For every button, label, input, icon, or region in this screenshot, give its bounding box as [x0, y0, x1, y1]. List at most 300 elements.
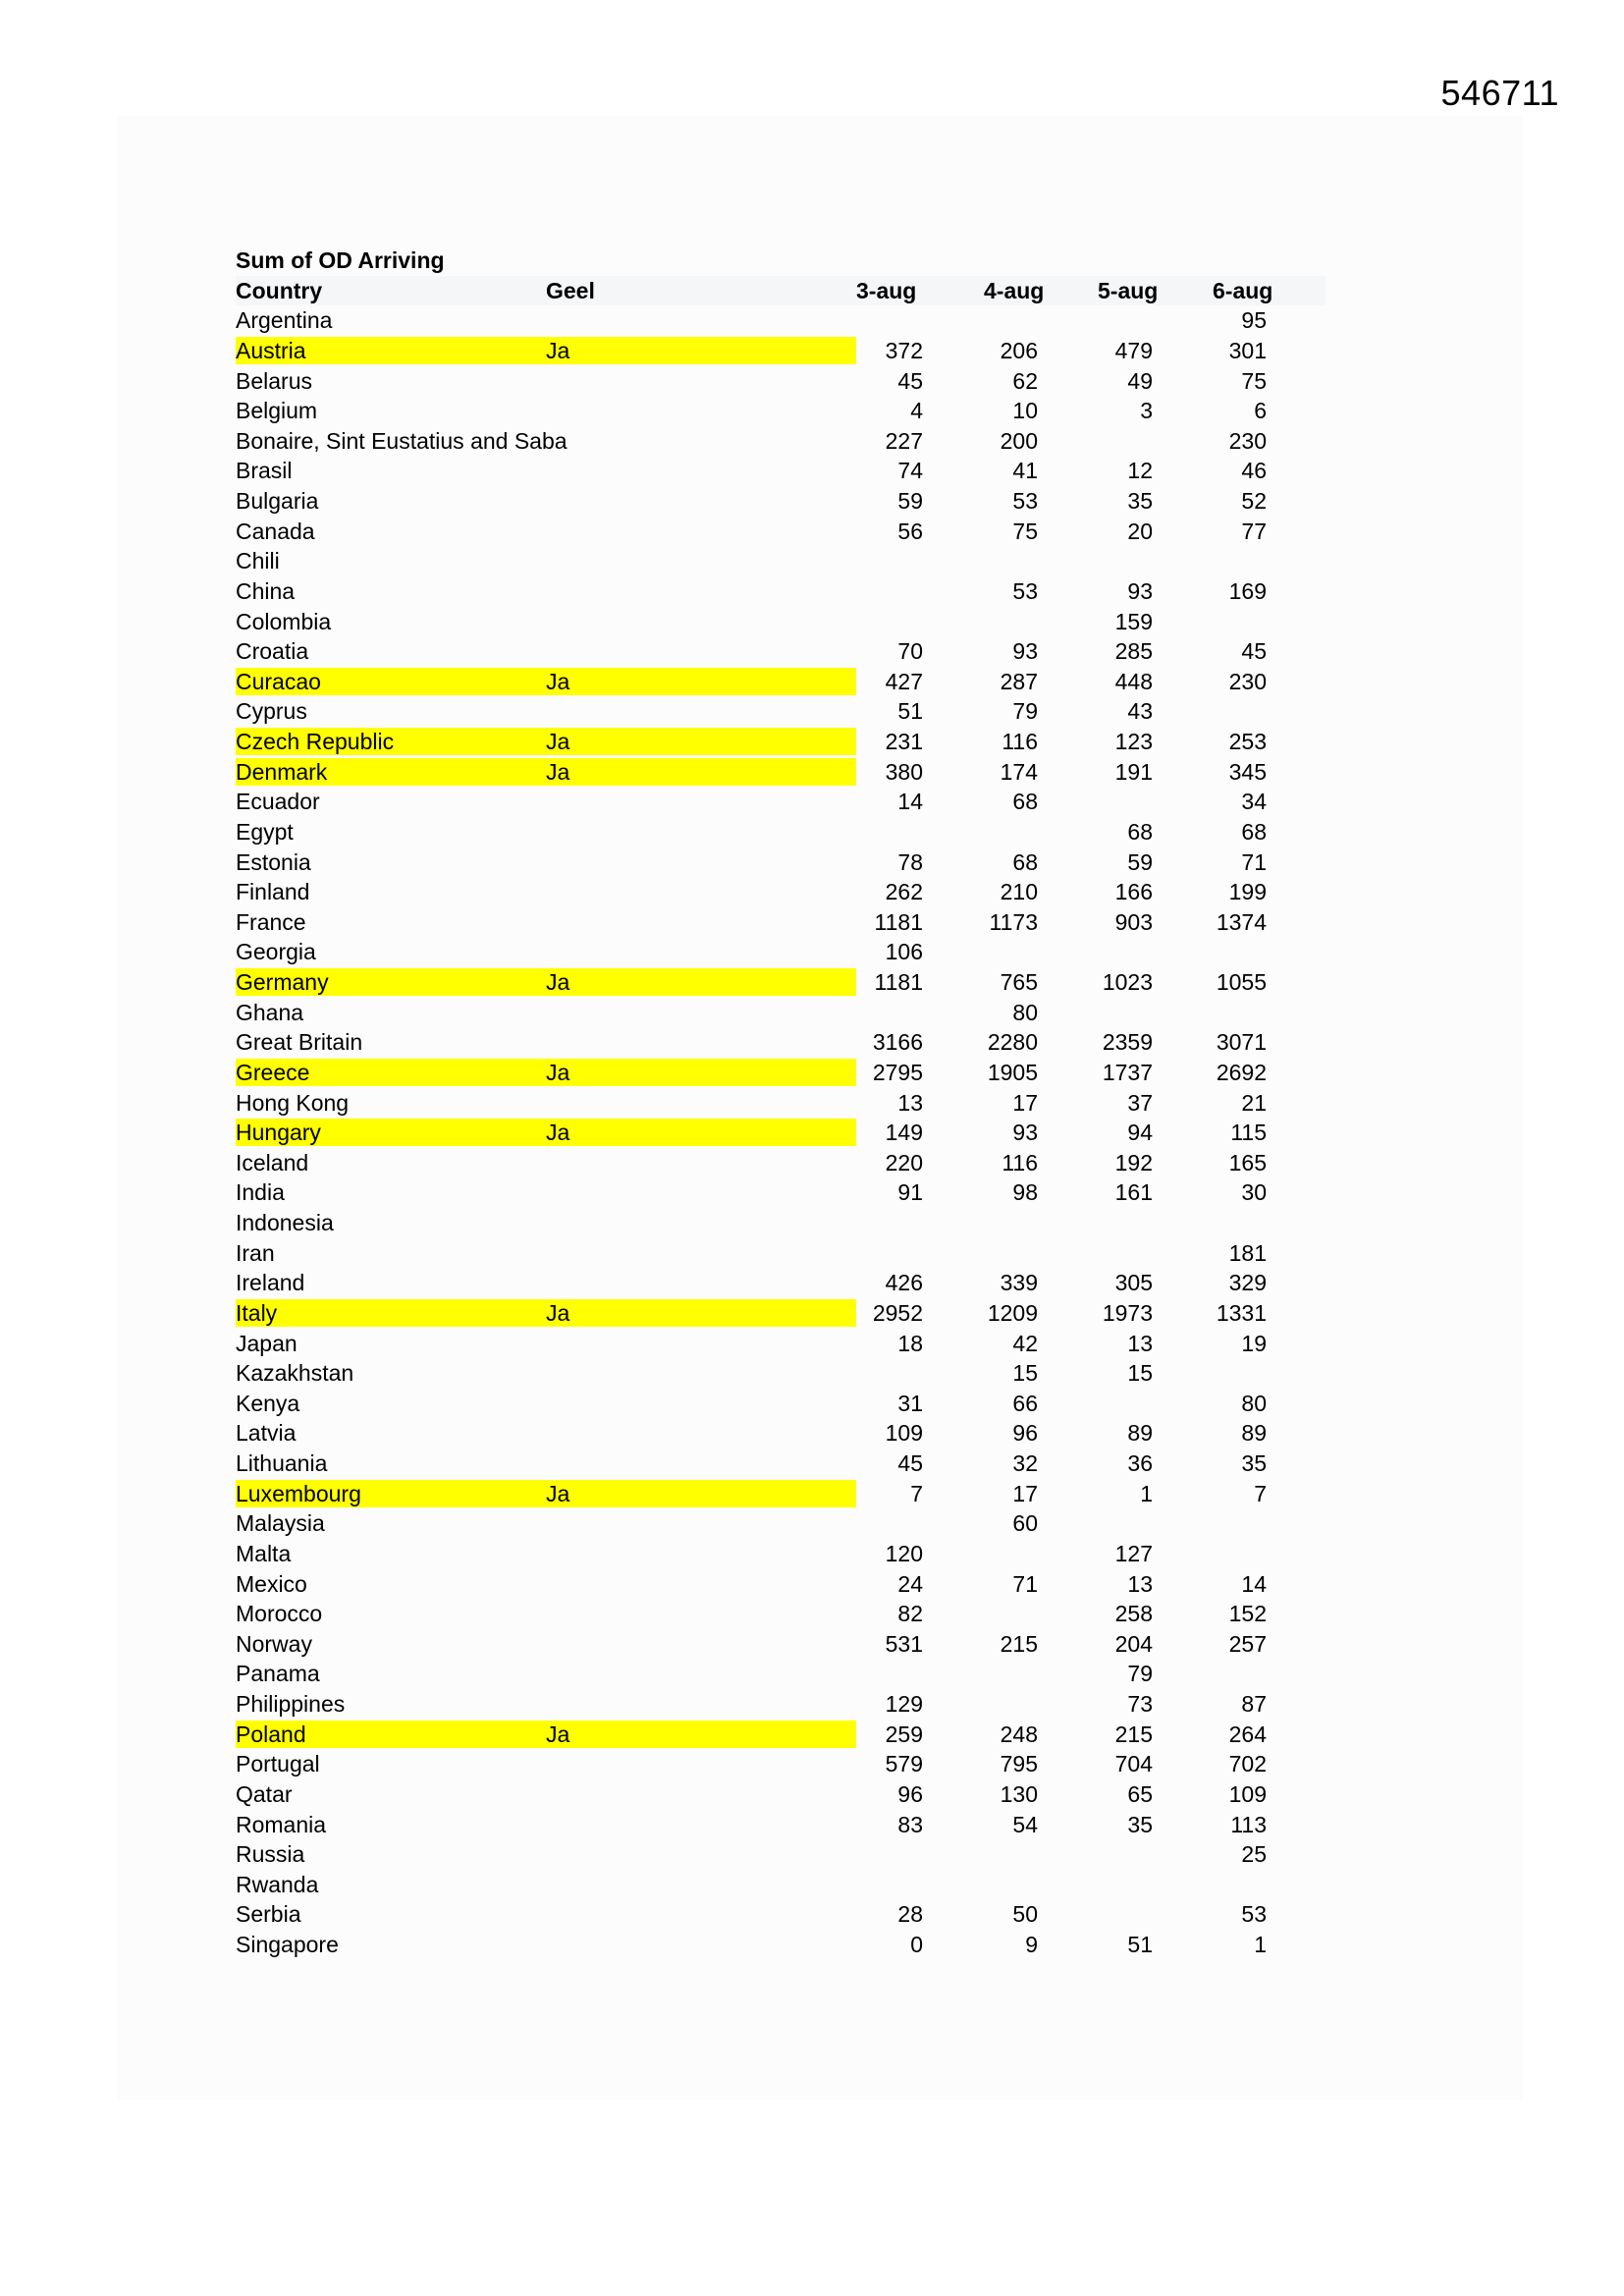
value-cell-5-aug: 123	[1114, 729, 1153, 754]
value-cell-4-aug: 93	[1012, 1120, 1038, 1146]
pivot-title: Sum of OD Arriving	[236, 247, 445, 273]
table-row	[236, 1599, 1326, 1629]
value-cell-4-aug: 75	[1012, 518, 1038, 544]
value-cell-6-aug: 109	[1228, 1780, 1267, 1807]
value-cell-5-aug	[1055, 787, 1153, 817]
value-cell-4-aug: 93	[1012, 638, 1038, 665]
country-cell: Argentina	[236, 307, 333, 334]
value-cell-5-aug: 285	[1114, 638, 1153, 665]
value-cell-5-aug: 36	[1127, 1450, 1153, 1476]
value-cell-6-aug: 230	[1228, 668, 1267, 694]
table-row	[236, 1870, 1326, 1900]
country-cell: Singapore	[236, 1932, 339, 1957]
value-cell-5-aug	[1055, 305, 1153, 336]
value-cell-3-aug: 28	[897, 1901, 923, 1928]
value-cell-5-aug: 51	[1127, 1932, 1153, 1957]
country-cell: Brasil	[236, 458, 293, 484]
value-cell-5-aug: 1023	[1102, 969, 1153, 995]
value-cell-6-aug: 77	[1241, 518, 1267, 544]
table-row	[236, 787, 1326, 817]
value-cell-5-aug: 59	[1127, 848, 1153, 875]
value-cell-4-aug: 1209	[987, 1299, 1038, 1326]
value-cell-3-aug: 120	[885, 1540, 923, 1566]
value-cell-4-aug: 9	[1025, 1932, 1038, 1957]
country-cell: Greece	[236, 1059, 310, 1085]
header-date-4: 6-aug	[1213, 277, 1273, 303]
value-cell-4-aug: 32	[1012, 1450, 1038, 1476]
value-cell-3-aug: 579	[885, 1751, 923, 1777]
table-row	[236, 847, 1326, 878]
value-cell-4-aug: 1173	[989, 908, 1038, 935]
table-row	[236, 1298, 1326, 1329]
table-row	[236, 1569, 1326, 1600]
value-cell-4-aug: 17	[1012, 1089, 1038, 1116]
value-cell-5-aug	[1055, 1238, 1153, 1269]
value-cell-6-aug	[1168, 1358, 1267, 1389]
value-cell-3-aug	[825, 1358, 923, 1389]
country-cell: Russia	[236, 1841, 305, 1868]
table-row	[236, 1027, 1326, 1058]
value-cell-4-aug	[940, 305, 1038, 336]
geel-cell: Ja	[546, 1120, 570, 1146]
value-cell-5-aug: 65	[1127, 1780, 1153, 1807]
table-row	[236, 998, 1326, 1028]
value-cell-6-aug	[1168, 998, 1267, 1028]
value-cell-5-aug: 20	[1127, 518, 1153, 544]
country-cell: Serbia	[236, 1901, 301, 1928]
country-cell: Czech Republic	[236, 729, 395, 754]
value-cell-4-aug	[940, 607, 1038, 637]
value-cell-4-aug: 215	[1000, 1630, 1038, 1657]
value-cell-6-aug: 1331	[1216, 1299, 1267, 1326]
value-cell-5-aug: 49	[1127, 367, 1153, 394]
value-cell-4-aug: 53	[1012, 488, 1038, 514]
value-cell-6-aug: 21	[1241, 1089, 1267, 1116]
table-row	[236, 1479, 1326, 1509]
value-cell-4-aug: 17	[1012, 1480, 1038, 1506]
country-cell: Ghana	[236, 999, 304, 1025]
table-row	[236, 336, 1326, 366]
value-cell-4-aug	[940, 1599, 1038, 1629]
value-cell-5-aug	[1055, 998, 1153, 1028]
value-cell-5-aug: 13	[1127, 1570, 1153, 1597]
value-cell-4-aug: 15	[1012, 1360, 1038, 1387]
value-cell-6-aug: 1374	[1216, 908, 1267, 935]
value-cell-4-aug: 54	[1012, 1811, 1038, 1837]
value-cell-3-aug	[825, 817, 923, 847]
table-row	[236, 1148, 1326, 1178]
value-cell-3-aug: 531	[885, 1630, 923, 1657]
value-cell-3-aug: 45	[897, 1450, 923, 1476]
value-cell-5-aug	[1055, 1870, 1153, 1900]
table-row	[236, 1088, 1326, 1119]
value-cell-3-aug: 70	[897, 638, 923, 665]
table-row	[236, 1358, 1326, 1389]
value-cell-6-aug: 95	[1241, 307, 1267, 334]
value-cell-3-aug: 96	[897, 1780, 923, 1807]
value-cell-4-aug: 174	[1000, 758, 1038, 785]
value-cell-3-aug: 3166	[872, 1029, 923, 1056]
value-cell-5-aug	[1055, 937, 1153, 967]
value-cell-5-aug: 1	[1140, 1480, 1153, 1506]
value-cell-3-aug: 59	[897, 488, 923, 514]
value-cell-3-aug: 14	[897, 789, 923, 815]
value-cell-6-aug	[1168, 1659, 1267, 1689]
value-cell-5-aug: 3	[1140, 398, 1153, 424]
country-cell: Belarus	[236, 367, 312, 394]
table-row	[236, 696, 1326, 727]
value-cell-6-aug: 89	[1241, 1420, 1267, 1447]
value-cell-4-aug	[940, 937, 1038, 967]
value-cell-6-aug	[1168, 696, 1267, 727]
table-row	[236, 757, 1326, 788]
country-cell: Ireland	[236, 1270, 305, 1296]
value-cell-5-aug: 2359	[1102, 1029, 1153, 1056]
country-cell: Egypt	[236, 818, 294, 845]
country-cell: China	[236, 577, 296, 604]
value-cell-3-aug: 13	[897, 1089, 923, 1116]
table-row	[236, 1058, 1326, 1088]
value-cell-3-aug	[825, 576, 923, 607]
table-row	[236, 576, 1326, 607]
value-cell-3-aug: 91	[897, 1179, 923, 1206]
value-cell-6-aug: 80	[1241, 1390, 1267, 1416]
value-cell-4-aug	[940, 1839, 1038, 1870]
table-row	[236, 456, 1326, 486]
value-cell-3-aug	[825, 1238, 923, 1269]
value-cell-3-aug: 0	[910, 1932, 923, 1957]
table-row	[236, 396, 1326, 426]
value-cell-3-aug: 227	[885, 427, 923, 454]
value-cell-6-aug	[1168, 1208, 1267, 1238]
value-cell-6-aug: 169	[1228, 577, 1267, 604]
value-cell-3-aug: 129	[885, 1691, 923, 1717]
country-cell: India	[236, 1179, 285, 1206]
value-cell-5-aug: 204	[1114, 1630, 1153, 1657]
table-body	[236, 305, 1326, 1959]
value-cell-5-aug	[1055, 1899, 1153, 1930]
value-cell-5-aug: 161	[1114, 1179, 1153, 1206]
country-cell: Kenya	[236, 1390, 300, 1416]
value-cell-6-aug: 345	[1228, 758, 1267, 785]
value-cell-6-aug: 75	[1241, 367, 1267, 394]
table-row	[236, 937, 1326, 967]
country-cell: Indonesia	[236, 1210, 334, 1235]
value-cell-5-aug: 43	[1127, 698, 1153, 725]
value-cell-3-aug: 1181	[874, 908, 923, 935]
value-cell-3-aug	[825, 1659, 923, 1689]
value-cell-6-aug: 46	[1241, 458, 1267, 484]
value-cell-3-aug	[825, 998, 923, 1028]
value-cell-6-aug: 257	[1228, 1630, 1267, 1657]
value-cell-5-aug: 166	[1114, 879, 1153, 905]
country-cell: Iceland	[236, 1149, 309, 1175]
country-cell: Colombia	[236, 608, 332, 634]
value-cell-6-aug: 253	[1228, 729, 1267, 754]
value-cell-4-aug: 53	[1012, 577, 1038, 604]
country-cell: Panama	[236, 1661, 320, 1687]
table-row	[236, 1689, 1326, 1720]
value-cell-3-aug: 24	[897, 1570, 923, 1597]
country-cell: Bulgaria	[236, 488, 319, 514]
geel-cell: Ja	[546, 1721, 570, 1747]
value-cell-6-aug: 3071	[1216, 1029, 1267, 1056]
value-cell-4-aug	[940, 1659, 1038, 1689]
geel-cell: Ja	[546, 668, 570, 694]
value-cell-3-aug	[825, 1839, 923, 1870]
value-cell-3-aug	[825, 1870, 923, 1900]
header-geel: Geel	[546, 277, 595, 303]
table-row	[236, 636, 1326, 667]
value-cell-6-aug: 301	[1228, 337, 1267, 363]
value-cell-4-aug: 42	[1012, 1330, 1038, 1356]
country-cell: Romania	[236, 1811, 327, 1837]
geel-cell: Ja	[546, 1299, 570, 1326]
country-cell: Georgia	[236, 939, 316, 965]
value-cell-6-aug: 14	[1241, 1570, 1267, 1597]
value-cell-4-aug: 60	[1012, 1510, 1038, 1537]
value-cell-5-aug: 15	[1127, 1360, 1153, 1387]
country-cell: Latvia	[236, 1420, 297, 1447]
value-cell-5-aug: 35	[1127, 488, 1153, 514]
value-cell-6-aug: 2692	[1216, 1059, 1267, 1085]
value-cell-3-aug: 82	[897, 1601, 923, 1627]
value-cell-6-aug: 34	[1241, 789, 1267, 815]
table-row	[236, 1238, 1326, 1269]
value-cell-6-aug: 115	[1230, 1120, 1267, 1146]
table-row	[236, 607, 1326, 637]
table-row	[236, 1508, 1326, 1539]
country-cell: Austria	[236, 337, 306, 363]
country-cell: Curacao	[236, 668, 321, 694]
country-cell: Iran	[236, 1239, 275, 1266]
value-cell-6-aug: 52	[1241, 488, 1267, 514]
value-cell-3-aug: 56	[897, 518, 923, 544]
value-cell-6-aug	[1168, 1508, 1267, 1539]
value-cell-3-aug: 220	[885, 1149, 923, 1175]
value-cell-3-aug: 262	[885, 879, 923, 905]
country-cell: Great Britain	[236, 1029, 363, 1056]
country-cell: Norway	[236, 1630, 312, 1657]
value-cell-6-aug: 181	[1228, 1239, 1267, 1266]
table-row	[236, 546, 1326, 576]
value-cell-4-aug: 248	[1000, 1721, 1038, 1747]
value-cell-3-aug: 372	[885, 337, 923, 363]
value-cell-5-aug: 1973	[1102, 1299, 1153, 1326]
table-row	[236, 1839, 1326, 1870]
value-cell-6-aug: 68	[1241, 818, 1267, 845]
country-cell: Rwanda	[236, 1871, 319, 1897]
value-cell-4-aug: 795	[1000, 1751, 1038, 1777]
value-cell-6-aug: 152	[1228, 1601, 1267, 1627]
value-cell-4-aug: 50	[1012, 1901, 1038, 1928]
value-cell-6-aug: 329	[1228, 1270, 1267, 1296]
value-cell-4-aug: 1905	[987, 1059, 1038, 1085]
value-cell-6-aug: 87	[1241, 1691, 1267, 1717]
value-cell-4-aug: 10	[1012, 398, 1038, 424]
table-row	[236, 1720, 1326, 1750]
country-cell: Croatia	[236, 638, 309, 665]
value-cell-4-aug: 80	[1012, 999, 1038, 1025]
value-cell-5-aug: 1737	[1102, 1059, 1153, 1085]
country-cell: Qatar	[236, 1780, 293, 1807]
value-cell-3-aug: 4	[910, 398, 923, 424]
value-cell-3-aug	[825, 1508, 923, 1539]
value-cell-3-aug: 231	[885, 729, 923, 754]
value-cell-6-aug	[1168, 1870, 1267, 1900]
value-cell-4-aug: 200	[1000, 427, 1038, 454]
table-row	[236, 517, 1326, 547]
value-cell-6-aug: 1055	[1216, 969, 1267, 995]
value-cell-3-aug: 426	[885, 1270, 923, 1296]
value-cell-6-aug: 113	[1230, 1811, 1267, 1837]
value-cell-3-aug: 109	[885, 1420, 923, 1447]
table-row	[236, 907, 1326, 938]
value-cell-4-aug: 116	[1001, 729, 1038, 754]
value-cell-3-aug: 259	[885, 1721, 923, 1747]
value-cell-5-aug: 13	[1127, 1330, 1153, 1356]
value-cell-5-aug	[1055, 546, 1153, 576]
geel-cell: Ja	[546, 758, 570, 785]
value-cell-5-aug: 448	[1114, 668, 1153, 694]
value-cell-4-aug	[940, 1870, 1038, 1900]
table-row	[236, 1539, 1326, 1569]
country-cell: Denmark	[236, 758, 328, 785]
value-cell-5-aug: 159	[1114, 608, 1153, 634]
country-cell: Lithuania	[236, 1450, 328, 1476]
table-row	[236, 727, 1326, 757]
country-cell: Finland	[236, 879, 310, 905]
header-row	[236, 276, 1326, 306]
table-row	[236, 667, 1326, 697]
value-cell-3-aug: 380	[885, 758, 923, 785]
value-cell-6-aug	[1168, 937, 1267, 967]
value-cell-3-aug: 18	[897, 1330, 923, 1356]
table-row	[236, 1810, 1326, 1840]
value-cell-6-aug: 199	[1228, 879, 1267, 905]
value-cell-6-aug: 19	[1241, 1330, 1267, 1356]
value-cell-5-aug: 93	[1127, 577, 1153, 604]
value-cell-6-aug: 45	[1241, 638, 1267, 665]
value-cell-4-aug	[940, 817, 1038, 847]
value-cell-3-aug	[825, 546, 923, 576]
table-row	[236, 1118, 1326, 1148]
value-cell-4-aug	[940, 1238, 1038, 1269]
value-cell-4-aug	[940, 1689, 1038, 1720]
value-cell-4-aug	[940, 1208, 1038, 1238]
value-cell-5-aug: 89	[1127, 1420, 1153, 1447]
value-cell-3-aug: 2952	[872, 1299, 923, 1326]
value-cell-5-aug: 73	[1127, 1691, 1153, 1717]
pivot-title-row	[236, 246, 1326, 276]
value-cell-4-aug: 68	[1012, 848, 1038, 875]
value-cell-5-aug: 903	[1114, 908, 1153, 935]
value-cell-5-aug: 68	[1127, 818, 1153, 845]
geel-cell: Ja	[546, 969, 570, 995]
value-cell-5-aug	[1055, 426, 1153, 457]
table-row	[236, 967, 1326, 998]
table-row	[236, 817, 1326, 847]
value-cell-6-aug: 230	[1228, 427, 1267, 454]
value-cell-4-aug: 130	[1000, 1780, 1038, 1807]
value-cell-6-aug: 702	[1228, 1751, 1267, 1777]
value-cell-6-aug	[1168, 1539, 1267, 1569]
country-cell: Mexico	[236, 1570, 307, 1597]
value-cell-3-aug: 427	[885, 668, 923, 694]
value-cell-4-aug: 96	[1012, 1420, 1038, 1447]
value-cell-5-aug: 127	[1114, 1540, 1153, 1566]
value-cell-4-aug: 339	[1000, 1270, 1038, 1296]
country-cell: Luxembourg	[236, 1480, 361, 1506]
table-row	[236, 366, 1326, 397]
value-cell-6-aug: 264	[1228, 1721, 1267, 1747]
table-row	[236, 1389, 1326, 1419]
value-cell-4-aug: 71	[1012, 1570, 1038, 1597]
header-country: Country	[236, 277, 323, 303]
value-cell-5-aug: 35	[1127, 1811, 1153, 1837]
table-row	[236, 1749, 1326, 1779]
value-cell-5-aug	[1055, 1839, 1153, 1870]
country-cell: Italy	[236, 1299, 278, 1326]
value-cell-6-aug: 25	[1241, 1841, 1267, 1868]
value-cell-6-aug: 6	[1254, 398, 1267, 424]
geel-cell: Ja	[546, 337, 570, 363]
value-cell-6-aug	[1168, 546, 1267, 576]
value-cell-6-aug: 71	[1241, 848, 1267, 875]
value-cell-4-aug: 66	[1012, 1390, 1038, 1416]
value-cell-3-aug: 31	[897, 1390, 923, 1416]
geel-cell: Ja	[546, 1480, 570, 1506]
value-cell-3-aug	[825, 305, 923, 336]
value-cell-4-aug: 98	[1012, 1179, 1038, 1206]
table-row	[236, 1268, 1326, 1298]
value-cell-3-aug	[825, 1208, 923, 1238]
value-cell-4-aug: 206	[1000, 337, 1038, 363]
value-cell-6-aug: 1	[1254, 1932, 1267, 1957]
value-cell-5-aug: 479	[1114, 337, 1153, 363]
table-row	[236, 1329, 1326, 1359]
country-cell: France	[236, 908, 306, 935]
country-cell: Cyprus	[236, 698, 307, 725]
country-cell: Hong Kong	[236, 1089, 350, 1116]
table-row	[236, 1449, 1326, 1479]
value-cell-3-aug: 78	[897, 848, 923, 875]
table-row	[236, 1899, 1326, 1930]
country-cell: Estonia	[236, 848, 311, 875]
value-cell-5-aug	[1055, 1508, 1153, 1539]
pivot-table	[236, 246, 1326, 1960]
value-cell-6-aug: 165	[1228, 1149, 1267, 1175]
country-cell: Canada	[236, 518, 315, 544]
geel-cell: Ja	[546, 1059, 570, 1085]
table-row	[236, 1779, 1326, 1810]
value-cell-5-aug: 191	[1114, 758, 1153, 785]
value-cell-4-aug: 210	[1000, 879, 1038, 905]
value-cell-5-aug: 305	[1114, 1270, 1153, 1296]
header-date-3: 5-aug	[1098, 277, 1159, 303]
country-cell: Portugal	[236, 1751, 320, 1777]
value-cell-4-aug: 287	[1000, 668, 1038, 694]
value-cell-4-aug	[940, 546, 1038, 576]
value-cell-3-aug: 1181	[874, 969, 923, 995]
country-cell: Belgium	[236, 398, 318, 424]
country-cell: Malaysia	[236, 1510, 325, 1537]
table-row	[236, 1659, 1326, 1689]
page-number: 546711	[1440, 73, 1559, 113]
table-row	[236, 1418, 1326, 1449]
value-cell-5-aug: 94	[1127, 1120, 1153, 1146]
value-cell-3-aug: 2795	[872, 1059, 923, 1085]
